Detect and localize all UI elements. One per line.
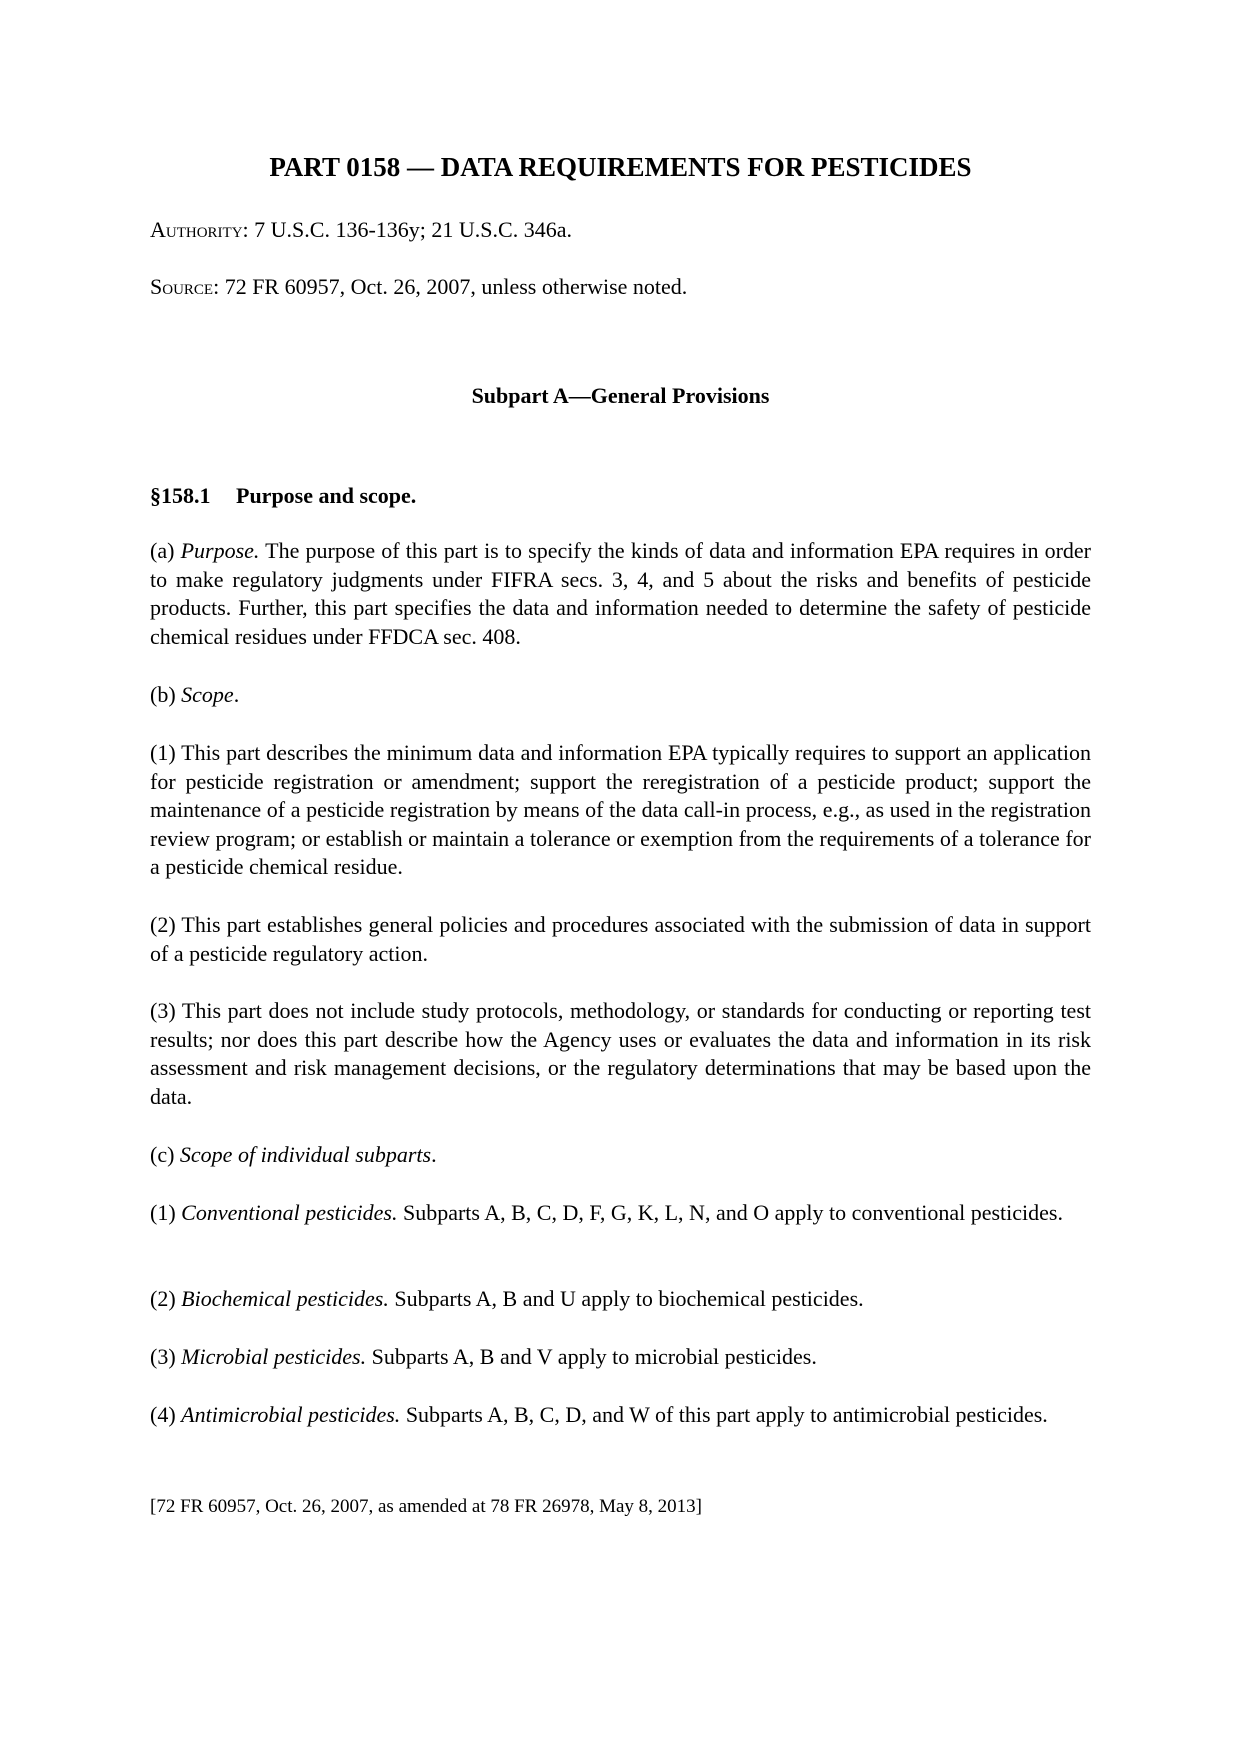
paragraph-c1-heading: Conventional pesticides. [181,1200,398,1225]
paragraph-c3-heading: Microbial pesticides. [181,1344,367,1369]
paragraph-b2: (2) This part establishes general policies and procedures associated with the submission of data in support of a pesticide regulatory action. [150,912,1091,966]
paragraph-c [150,1141,1091,1170]
paragraph-b-suffix: . [233,682,240,707]
authority-text: : 7 U.S.C. 136-136y; 21 U.S.C. 346a. [242,217,572,242]
paragraph-c2-prefix: (2) [150,1286,182,1311]
paragraph-b3: (3) This part does not include study protocols, methodology, or standards for conducting or reporting test results; nor does this part describe how the Agency uses or evaluates the data and information in its risk assessment and risk management decisions, or the regulatory determinations that may be based upon the data. [150,998,1091,1109]
section-title: Purpose and scope. [236,483,417,508]
source-line [150,272,1091,301]
section-heading [150,481,416,510]
paragraph-c-prefix: (c) [150,1142,180,1167]
part-title: PART 0158 — DATA REQUIREMENTS FOR PESTICIDES [269,152,972,182]
paragraph-c2-body: Subparts A, B and U apply to biochemical pesticides. [388,1286,864,1311]
paragraph-c4-body: Subparts A, B, C, D, and W of this part apply to antimicrobial pesticides. [400,1402,1048,1427]
authority-label: Authority [150,217,243,242]
paragraph-c2-heading: Biochemical pesticides. [181,1286,389,1311]
section-number: §158.1 [150,483,211,508]
paragraph-c3-prefix: (3) [150,1344,182,1369]
paragraph-a-prefix: (a) [150,538,181,563]
paragraph-c4-heading: Antimicrobial pesticides. [181,1402,401,1427]
paragraph-a [150,537,1091,651]
paragraph-c-suffix: . [431,1142,437,1167]
paragraph-a-heading: Purpose. [180,538,260,563]
paragraph-c4-prefix: (4) [150,1402,182,1427]
paragraph-c1-body: Subparts A, B, C, D, F, G, K, L, N, and O apply to conventional pesticides. [397,1200,1063,1225]
source-label: Source [150,274,214,299]
authority-line [150,215,1091,244]
paragraph-c1 [150,1199,1091,1228]
paragraph-c2 [150,1285,1091,1314]
paragraph-c4 [150,1401,1091,1430]
paragraph-c1-prefix: (1) [150,1200,182,1225]
paragraph-b1: (1) This part describes the minimum data and information EPA typically requires to support an application for pesticide registration or amendment; support the reregistration of a pesticide product; support the maintenance of a pesticide registration by means of the data call-in process, e.g., as used in the registration review program; or establish or maintain a tolerance or exemption from the requirements of a tolerance for a pesticide chemical residue. [150,740,1091,880]
source-text: : 72 FR 60957, Oct. 26, 2007, unless otherwise noted. [213,274,688,299]
paragraph-b-heading: Scope [181,682,234,707]
subpart-heading: Subpart A—General Provisions [471,383,770,408]
paragraph-c3-body: Subparts A, B and V apply to microbial pesticides. [366,1344,817,1369]
paragraph-c-heading: Scope of individual subparts [179,1142,432,1167]
paragraph-a-body: The purpose of this part is to specify the kinds of data and information EPA requires in order to make regulatory judgments under FIFRA secs. 3, 4, and 5 about the risks and benefits of pesticide products. Further, this part specifies the data and information needed to determine the safety of pesticide chemical residues under FFDCA sec. 408. [150,538,1092,649]
paragraph-c3 [150,1343,1091,1372]
amendment-citation: [72 FR 60957, Oct. 26, 2007, as amended at 78 FR 26978, May 8, 2013] [150,1496,703,1517]
paragraph-b [150,681,1091,710]
paragraph-b-prefix: (b) [150,682,182,707]
